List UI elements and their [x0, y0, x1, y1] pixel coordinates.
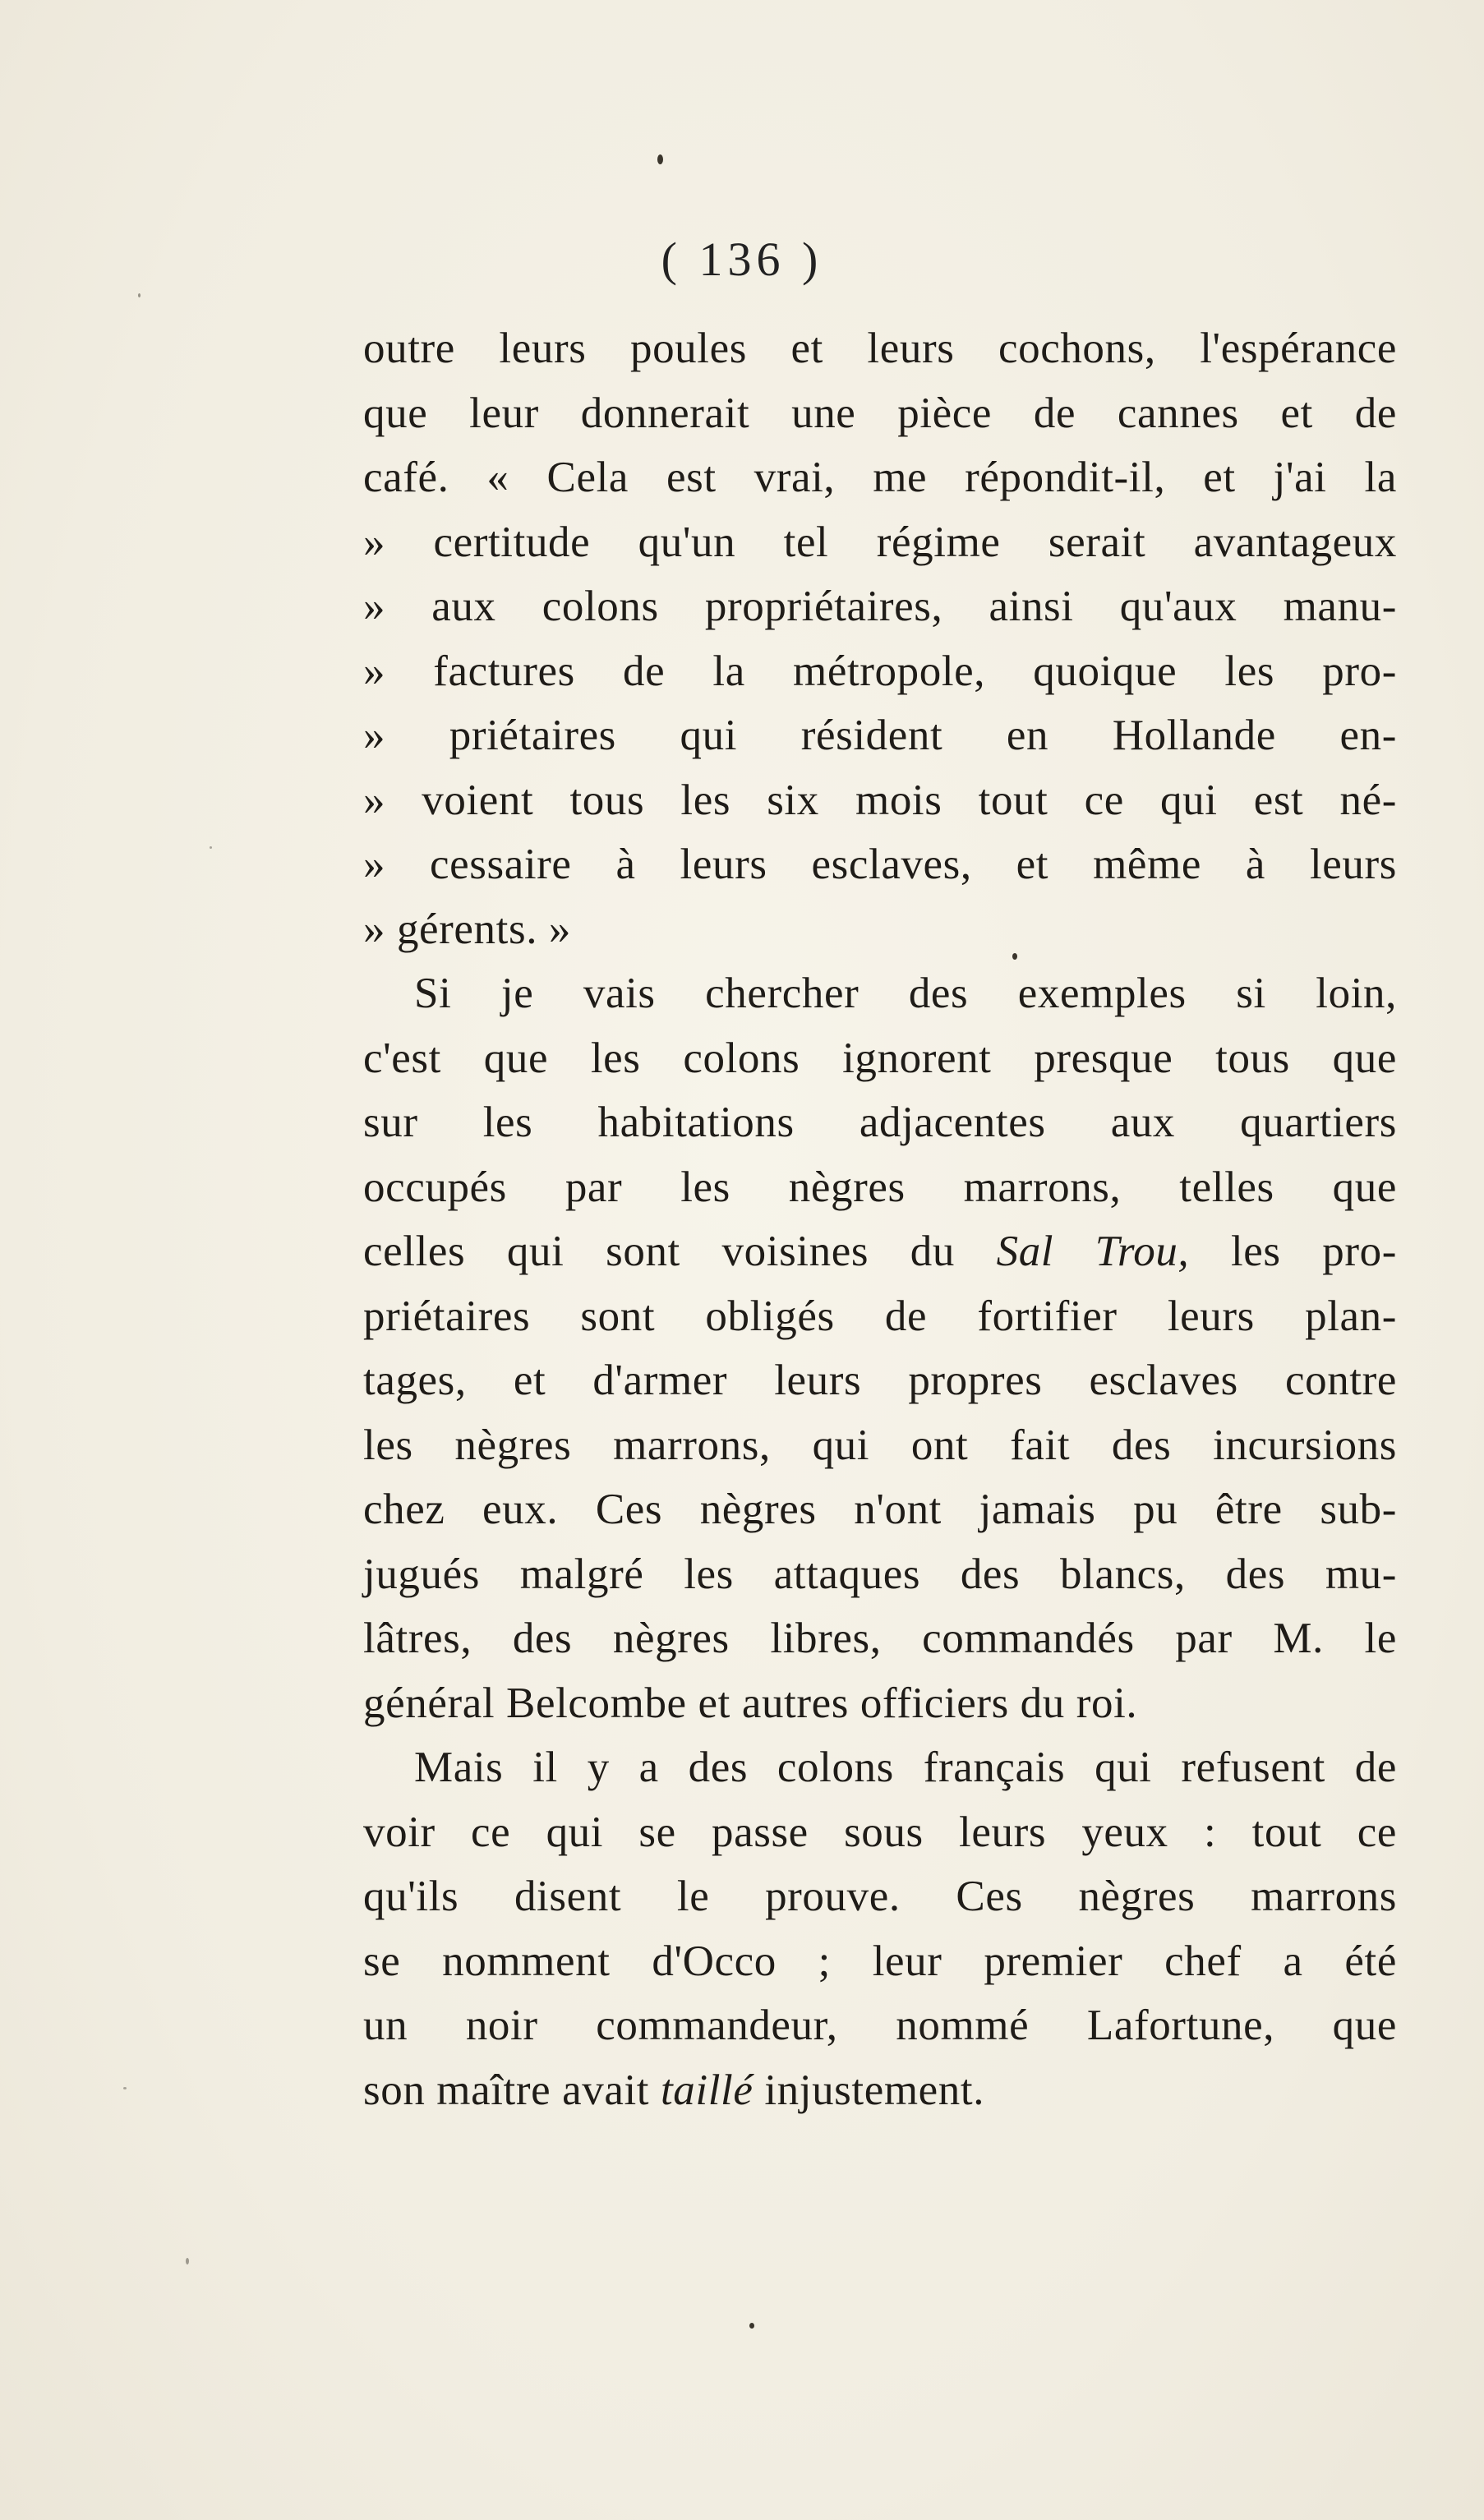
- text-line: » gérents. »: [363, 905, 571, 953]
- italic-word: taillé: [660, 2066, 754, 2114]
- text-segment: les pro-: [1189, 1228, 1397, 1275]
- paper-speck: [123, 2087, 127, 2089]
- text-line: chez eux. Ces nègres n'ont jamais pu être sub-: [363, 1486, 1397, 1533]
- text-line: voir ce qui se passe sous leurs yeux : tout ce: [363, 1808, 1397, 1856]
- text-line: [363, 1219, 1397, 1284]
- text-line: général Belcombe et autres officiers du roi.: [363, 1679, 1138, 1727]
- text-line: » factures de la métropole, quoique les pro-: [363, 647, 1397, 695]
- text-line: c'est que les colons ignorent presque tous que: [363, 1034, 1397, 1082]
- text-line: jugués malgré les attaques des blancs, des mu-: [363, 1550, 1397, 1598]
- paragraph-start-line: Mais il y a des colons français qui refusent de: [414, 1744, 1397, 1791]
- text-line: outre leurs poules et leurs cochons, l'espérance: [363, 325, 1397, 372]
- paper-speck: [657, 154, 663, 164]
- text-line: » priétaires qui résident en Hollande en-: [363, 712, 1397, 759]
- paper-speck: [1012, 953, 1017, 960]
- text-line: que leur donnerait une pièce de cannes et de: [363, 389, 1397, 437]
- italic-place-name: Sal Trou,: [996, 1228, 1190, 1275]
- text-line: lâtres, des nègres libres, commandés par M. le: [363, 1615, 1397, 1662]
- text-segment: son maître avait: [363, 2066, 661, 2114]
- text-line: un noir commandeur, nommé Lafortune, que: [363, 2002, 1397, 2049]
- text-line: » certitude qu'un tel régime serait avantageux: [363, 518, 1397, 566]
- text-line: les nègres marrons, qui ont fait des incursions: [363, 1421, 1397, 1469]
- paper-speck: [186, 2258, 189, 2264]
- paper-speck: [749, 2323, 754, 2329]
- paper-speck: [138, 293, 141, 297]
- text-line: [363, 2058, 1397, 2123]
- text-line: » cessaire à leurs esclaves, et même à leurs: [363, 841, 1397, 888]
- text-line: se nomment d'Occo ; leur premier chef a été: [363, 1937, 1397, 1985]
- text-line: » aux colons propriétaires, ainsi qu'aux manu-: [363, 583, 1397, 630]
- text-line: » voient tous les six mois tout ce qui est né-: [363, 776, 1397, 824]
- paragraph-start-line: Si je vais chercher des exemples si loin,: [414, 970, 1397, 1017]
- page-number: ( 136 ): [661, 233, 823, 286]
- body-text: [363, 316, 1397, 2122]
- text-segment: injustement.: [753, 2066, 985, 2114]
- text-line: tages, et d'armer leurs propres esclaves contre: [363, 1357, 1397, 1404]
- text-line: priétaires sont obligés de fortifier leurs plan-: [363, 1292, 1397, 1340]
- text-line: qu'ils disent le prouve. Ces nègres marrons: [363, 1873, 1397, 1920]
- text-line: sur les habitations adjacentes aux quartiers: [363, 1099, 1397, 1146]
- text-segment: celles qui sont voisines du: [363, 1228, 997, 1275]
- paper-speck: [210, 846, 212, 849]
- text-line: café. « Cela est vrai, me répondit-il, et j'ai la: [363, 454, 1397, 501]
- text-line: occupés par les nègres marrons, telles que: [363, 1163, 1397, 1211]
